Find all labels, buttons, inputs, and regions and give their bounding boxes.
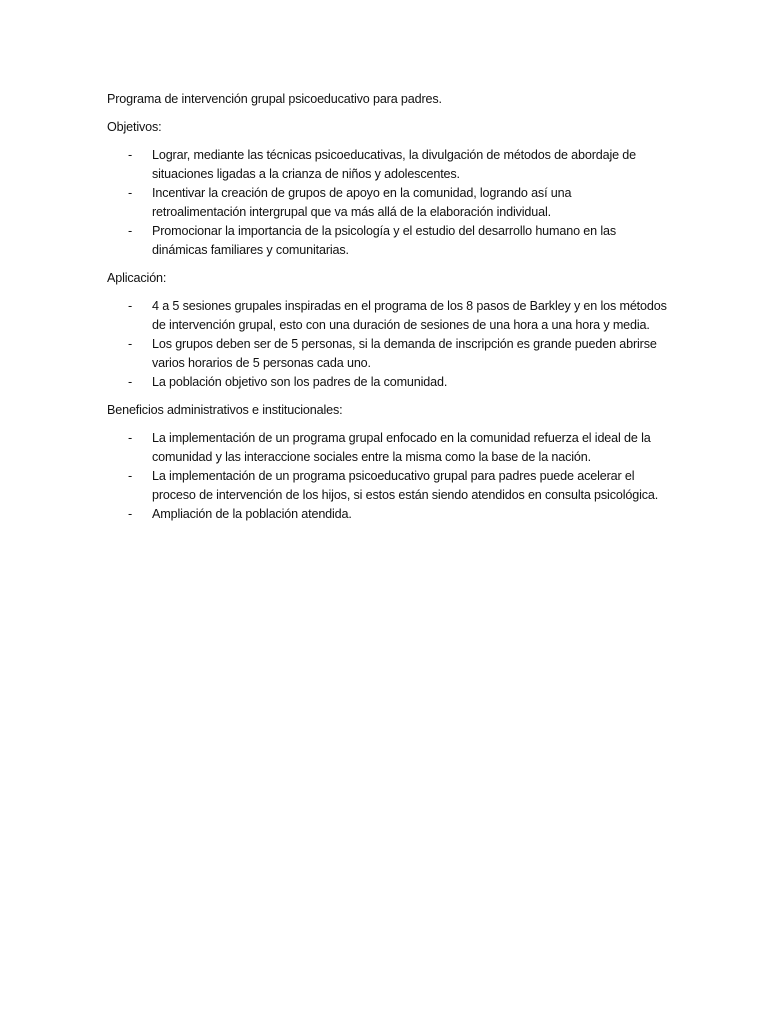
list-item-text: Los grupos deben ser de 5 personas, si la demanda de inscripción es grande pueden abrirse varios horarios de 5 personas cada uno. (152, 337, 657, 370)
document-title: Programa de intervención grupal psicoeducativo para padres. (107, 92, 442, 106)
list-item (107, 505, 667, 524)
list-item-text: Lograr, mediante las técnicas psicoeducativas, la divulgación de métodos de abordaje de situaciones ligadas a la crianza de niños y adolescentes. (152, 148, 637, 181)
section-heading-aplicacion: Aplicación: (107, 271, 167, 285)
bullet-dash: - (128, 375, 133, 389)
aplicacion-list (107, 297, 667, 392)
bullet-dash: - (128, 224, 133, 238)
list-item (107, 297, 667, 335)
list-item-text: 4 a 5 sesiones grupales inspiradas en el programa de los 8 pasos de Barkley y en los métodos de intervención grupal, esto con una duración de sesiones de una hora a una hora y media. (152, 299, 667, 332)
list-item-text: La implementación de un programa grupal enfocado en la comunidad refuerza el ideal de la comunidad y las interaccione sociales entre la misma como la base de la nación. (152, 431, 651, 464)
list-item (107, 146, 667, 184)
document-page (107, 90, 667, 533)
section-heading-objetivos: Objetivos: (107, 120, 162, 134)
beneficios-list (107, 429, 667, 524)
objetivos-list (107, 146, 667, 260)
list-item (107, 429, 667, 467)
bullet-dash: - (128, 469, 133, 483)
bullet-dash: - (128, 337, 133, 351)
list-item-text: La implementación de un programa psicoeducativo grupal para padres puede acelerar el proceso de intervención de los hijos, si estos están siendo atendidos en consulta psicológica. (152, 469, 659, 502)
bullet-dash: - (128, 299, 133, 313)
bullet-dash: - (128, 186, 133, 200)
list-item-text: La población objetivo son los padres de la comunidad. (152, 375, 448, 389)
list-item (107, 373, 667, 392)
list-item (107, 467, 667, 505)
bullet-dash: - (128, 431, 133, 445)
list-item-text: Incentivar la creación de grupos de apoyo en la comunidad, logrando así una retroalimentación intergrupal que va más allá de la elaboración individual. (152, 186, 572, 219)
list-item-text: Promocionar la importancia de la psicología y el estudio del desarrollo humano en las dinámicas familiares y comunitarias. (152, 224, 616, 257)
list-item (107, 335, 667, 373)
section-heading-beneficios: Beneficios administrativos e institucionales: (107, 403, 343, 417)
bullet-dash: - (128, 507, 133, 521)
list-item (107, 222, 667, 260)
list-item (107, 184, 667, 222)
list-item-text: Ampliación de la población atendida. (152, 507, 352, 521)
bullet-dash: - (128, 148, 133, 162)
